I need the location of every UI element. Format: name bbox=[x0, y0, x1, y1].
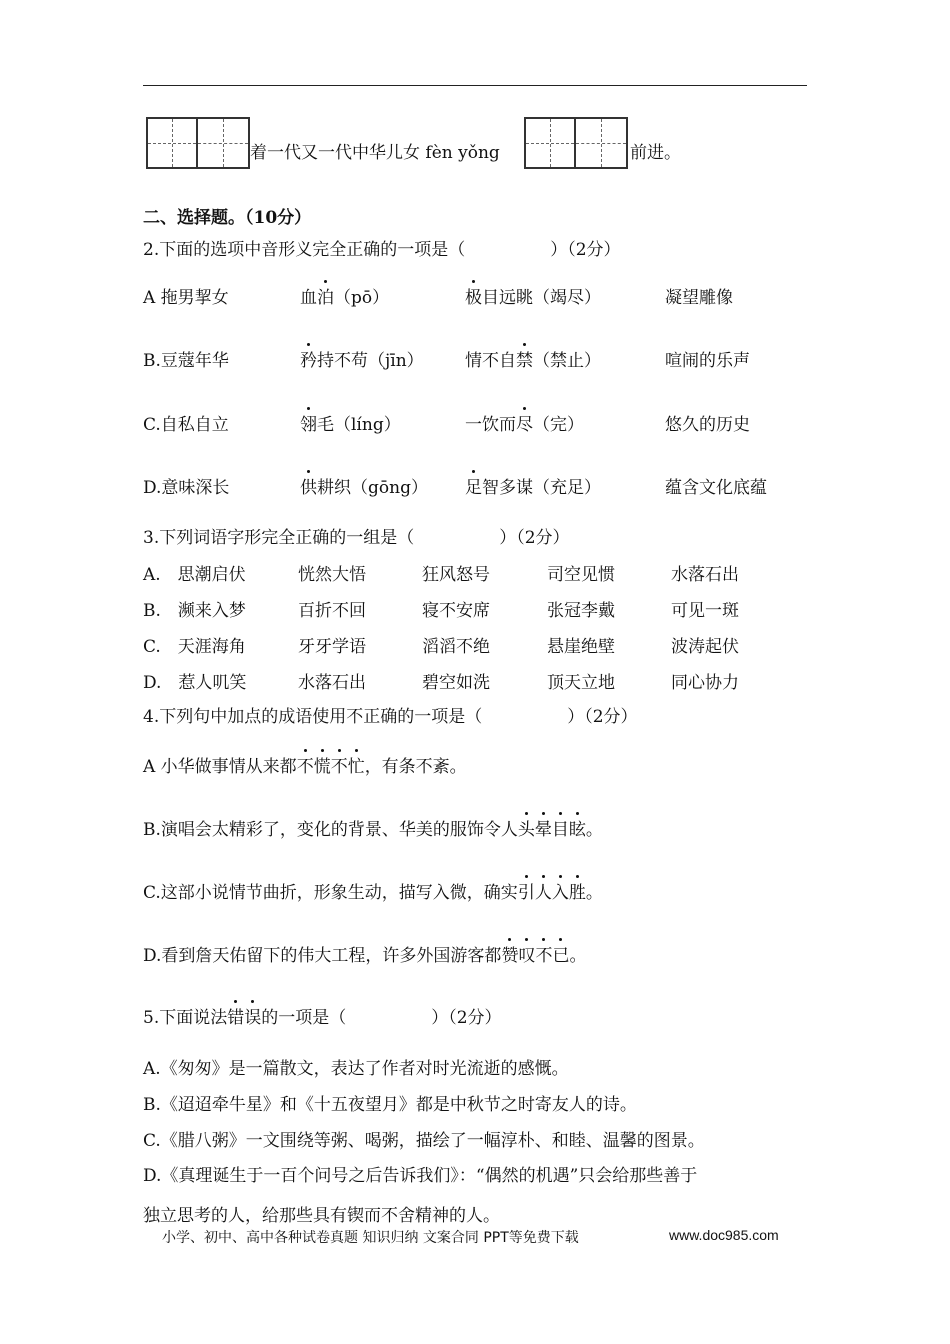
q5-option-line: C.《腊八粥》一文围绕等粥、喝粥，描绘了一幅淳朴、和睦、温馨的图景。 bbox=[143, 1131, 705, 1151]
cell-text: 蕴含文化底蕴 bbox=[665, 478, 767, 498]
q4-option bbox=[143, 944, 586, 968]
q2-option-cell bbox=[465, 413, 584, 437]
option-text: 。 bbox=[585, 820, 603, 840]
cell-text: 目远眺（竭尽） bbox=[482, 288, 601, 308]
cell-text: 毛（líng） bbox=[317, 415, 401, 435]
q4-stem: 4.下列句中加点的成语使用不正确的一项是（ ）（2分） bbox=[143, 707, 638, 727]
q2-option-cell bbox=[665, 286, 733, 310]
cell-text: C.自私自立 bbox=[143, 415, 229, 435]
q1-end-text: 前进。 bbox=[630, 143, 681, 163]
cell-text: B.豆蔻年华 bbox=[143, 351, 229, 371]
q5-stem-dotted: 错误 bbox=[227, 1008, 262, 1028]
q5-option-line: B.《迢迢牵牛星》和《十五夜望月》都是中秋节之时寄友人的诗。 bbox=[143, 1095, 637, 1115]
option-text: A 小华做事情从来都 bbox=[143, 757, 297, 777]
dotted-char: 供 bbox=[300, 478, 317, 498]
q3-word: 水落石出 bbox=[298, 673, 366, 693]
dotted-idiom: 不慌不忙 bbox=[296, 757, 365, 777]
q3-word: 水落石出 bbox=[671, 565, 739, 585]
dotted-char: 尽 bbox=[516, 415, 533, 435]
q3-word: 牙牙学语 bbox=[298, 637, 366, 657]
q3-word: 可见一斑 bbox=[671, 601, 739, 621]
q2-option-cell bbox=[143, 476, 229, 500]
dotted-idiom: 引人入胜 bbox=[517, 883, 586, 903]
cell-text: （禁止） bbox=[533, 351, 601, 371]
q3-word: 碧空如洗 bbox=[422, 673, 490, 693]
q5-option-line: 独立思考的人，给那些具有锲而不舍精神的人。 bbox=[143, 1206, 500, 1226]
q2-stem: 2.下面的选项中音形义完全正确的一项是（ ）（2分） bbox=[143, 240, 621, 260]
q3-stem: 3.下列词语字形完全正确的一组是（ ）（2分） bbox=[143, 528, 570, 548]
q4-option bbox=[143, 755, 467, 779]
q3-word: 悬崖绝壁 bbox=[547, 637, 615, 657]
dotted-idiom: 赞叹不已 bbox=[501, 946, 570, 966]
dotted-idiom: 头晕目眩 bbox=[517, 820, 586, 840]
q3-word: 司空见惯 bbox=[547, 565, 615, 585]
dotted-char: 足 bbox=[465, 478, 482, 498]
header-rule bbox=[143, 85, 807, 86]
dotted-char: 泊 bbox=[317, 288, 334, 308]
dotted-char: 翎 bbox=[300, 415, 317, 435]
q5-stem bbox=[143, 1006, 502, 1030]
cell-text: 血 bbox=[300, 288, 317, 308]
cell-text: 喧闹的乐声 bbox=[665, 351, 750, 371]
q1-middle-text: 着一代又一代中华儿女 fèn yǒng bbox=[250, 143, 500, 163]
q2-option-cell bbox=[300, 476, 428, 500]
dotted-char: 矜 bbox=[300, 351, 317, 371]
q4-option bbox=[143, 881, 603, 905]
q2-option-cell bbox=[143, 413, 229, 437]
cell-text: （pō） bbox=[334, 288, 390, 308]
q2-option-cell bbox=[300, 413, 401, 437]
grid-cell bbox=[148, 119, 198, 167]
q2-option-cell bbox=[665, 349, 750, 373]
q4-option bbox=[143, 818, 603, 842]
footer-text: 小学、初中、高中各种试卷真题 知识归纳 文案合同 PPT等免费下载 bbox=[162, 1230, 579, 1246]
cell-text: 一饮而 bbox=[465, 415, 516, 435]
q3-word: D. 惹人叽笑 bbox=[143, 673, 247, 693]
q3-word: C. 天涯海角 bbox=[143, 637, 246, 657]
q3-word: 寝不安席 bbox=[422, 601, 490, 621]
q3-word: 同心协力 bbox=[671, 673, 739, 693]
q3-word: B. 濒来入梦 bbox=[143, 601, 246, 621]
writing-grid-left[interactable] bbox=[146, 117, 250, 169]
option-text: D.看到詹天佑留下的伟大工程，许多外国游客都 bbox=[143, 946, 502, 966]
footer-url[interactable]: www.doc985.com bbox=[669, 1227, 779, 1243]
option-text: C.这部小说情节曲折，形象生动，描写入微，确实 bbox=[143, 883, 518, 903]
q2-option-cell bbox=[143, 349, 229, 373]
q5-option-line: A.《匆匆》是一篇散文，表达了作者对时光流逝的感慨。 bbox=[143, 1059, 569, 1079]
grid-cell bbox=[526, 119, 576, 167]
q2-option-cell bbox=[465, 286, 601, 310]
q5-stem-pre: 5.下面说法 bbox=[143, 1008, 228, 1028]
cell-text: （完） bbox=[533, 415, 584, 435]
option-text: 。 bbox=[569, 946, 587, 966]
q3-word: 恍然大悟 bbox=[298, 565, 366, 585]
q2-option-cell bbox=[300, 286, 389, 310]
q5-stem-post: 的一项是（ ）（2分） bbox=[261, 1008, 502, 1028]
q2-option-cell bbox=[300, 349, 424, 373]
option-text: ，有条不紊。 bbox=[364, 757, 467, 777]
writing-grid-right[interactable] bbox=[524, 117, 628, 169]
cell-text: 持不苟（jīn） bbox=[317, 351, 424, 371]
cell-text: D.意味深长 bbox=[143, 478, 230, 498]
q3-word: 百折不回 bbox=[298, 601, 366, 621]
q2-option-cell bbox=[465, 476, 601, 500]
section-title: 二、选择题。（10分） bbox=[143, 208, 312, 228]
q3-word: 波涛起伏 bbox=[671, 637, 739, 657]
cell-text: 情不自 bbox=[465, 351, 516, 371]
cell-text: 凝望雕像 bbox=[665, 288, 733, 308]
q3-word: 滔滔不绝 bbox=[422, 637, 490, 657]
q2-option-cell bbox=[465, 349, 601, 373]
q3-word: 狂风怒号 bbox=[422, 565, 490, 585]
q3-word: 张冠李戴 bbox=[547, 601, 615, 621]
q2-option-cell bbox=[665, 413, 750, 437]
cell-text: 悠久的历史 bbox=[665, 415, 750, 435]
dotted-char: 极 bbox=[465, 288, 482, 308]
grid-cell bbox=[576, 119, 626, 167]
q2-option-cell bbox=[143, 286, 229, 310]
option-text: 。 bbox=[585, 883, 603, 903]
q5-option-line: D.《真理诞生于一百个问号之后告诉我们》：“偶然的机遇”只会给那些善于 bbox=[143, 1166, 698, 1186]
dotted-char: 禁 bbox=[516, 351, 533, 371]
q2-option-cell bbox=[665, 476, 767, 500]
option-text: B.演唱会太精彩了，变化的背景、华美的服饰令人 bbox=[143, 820, 518, 840]
cell-text: A 拖男挈女 bbox=[143, 288, 229, 308]
q3-word: 顶天立地 bbox=[547, 673, 615, 693]
q3-word: A. 思潮启伏 bbox=[143, 565, 246, 585]
cell-text: 耕织（gōng） bbox=[317, 478, 428, 498]
cell-text: 智多谋（充足） bbox=[482, 478, 601, 498]
grid-cell bbox=[198, 119, 248, 167]
